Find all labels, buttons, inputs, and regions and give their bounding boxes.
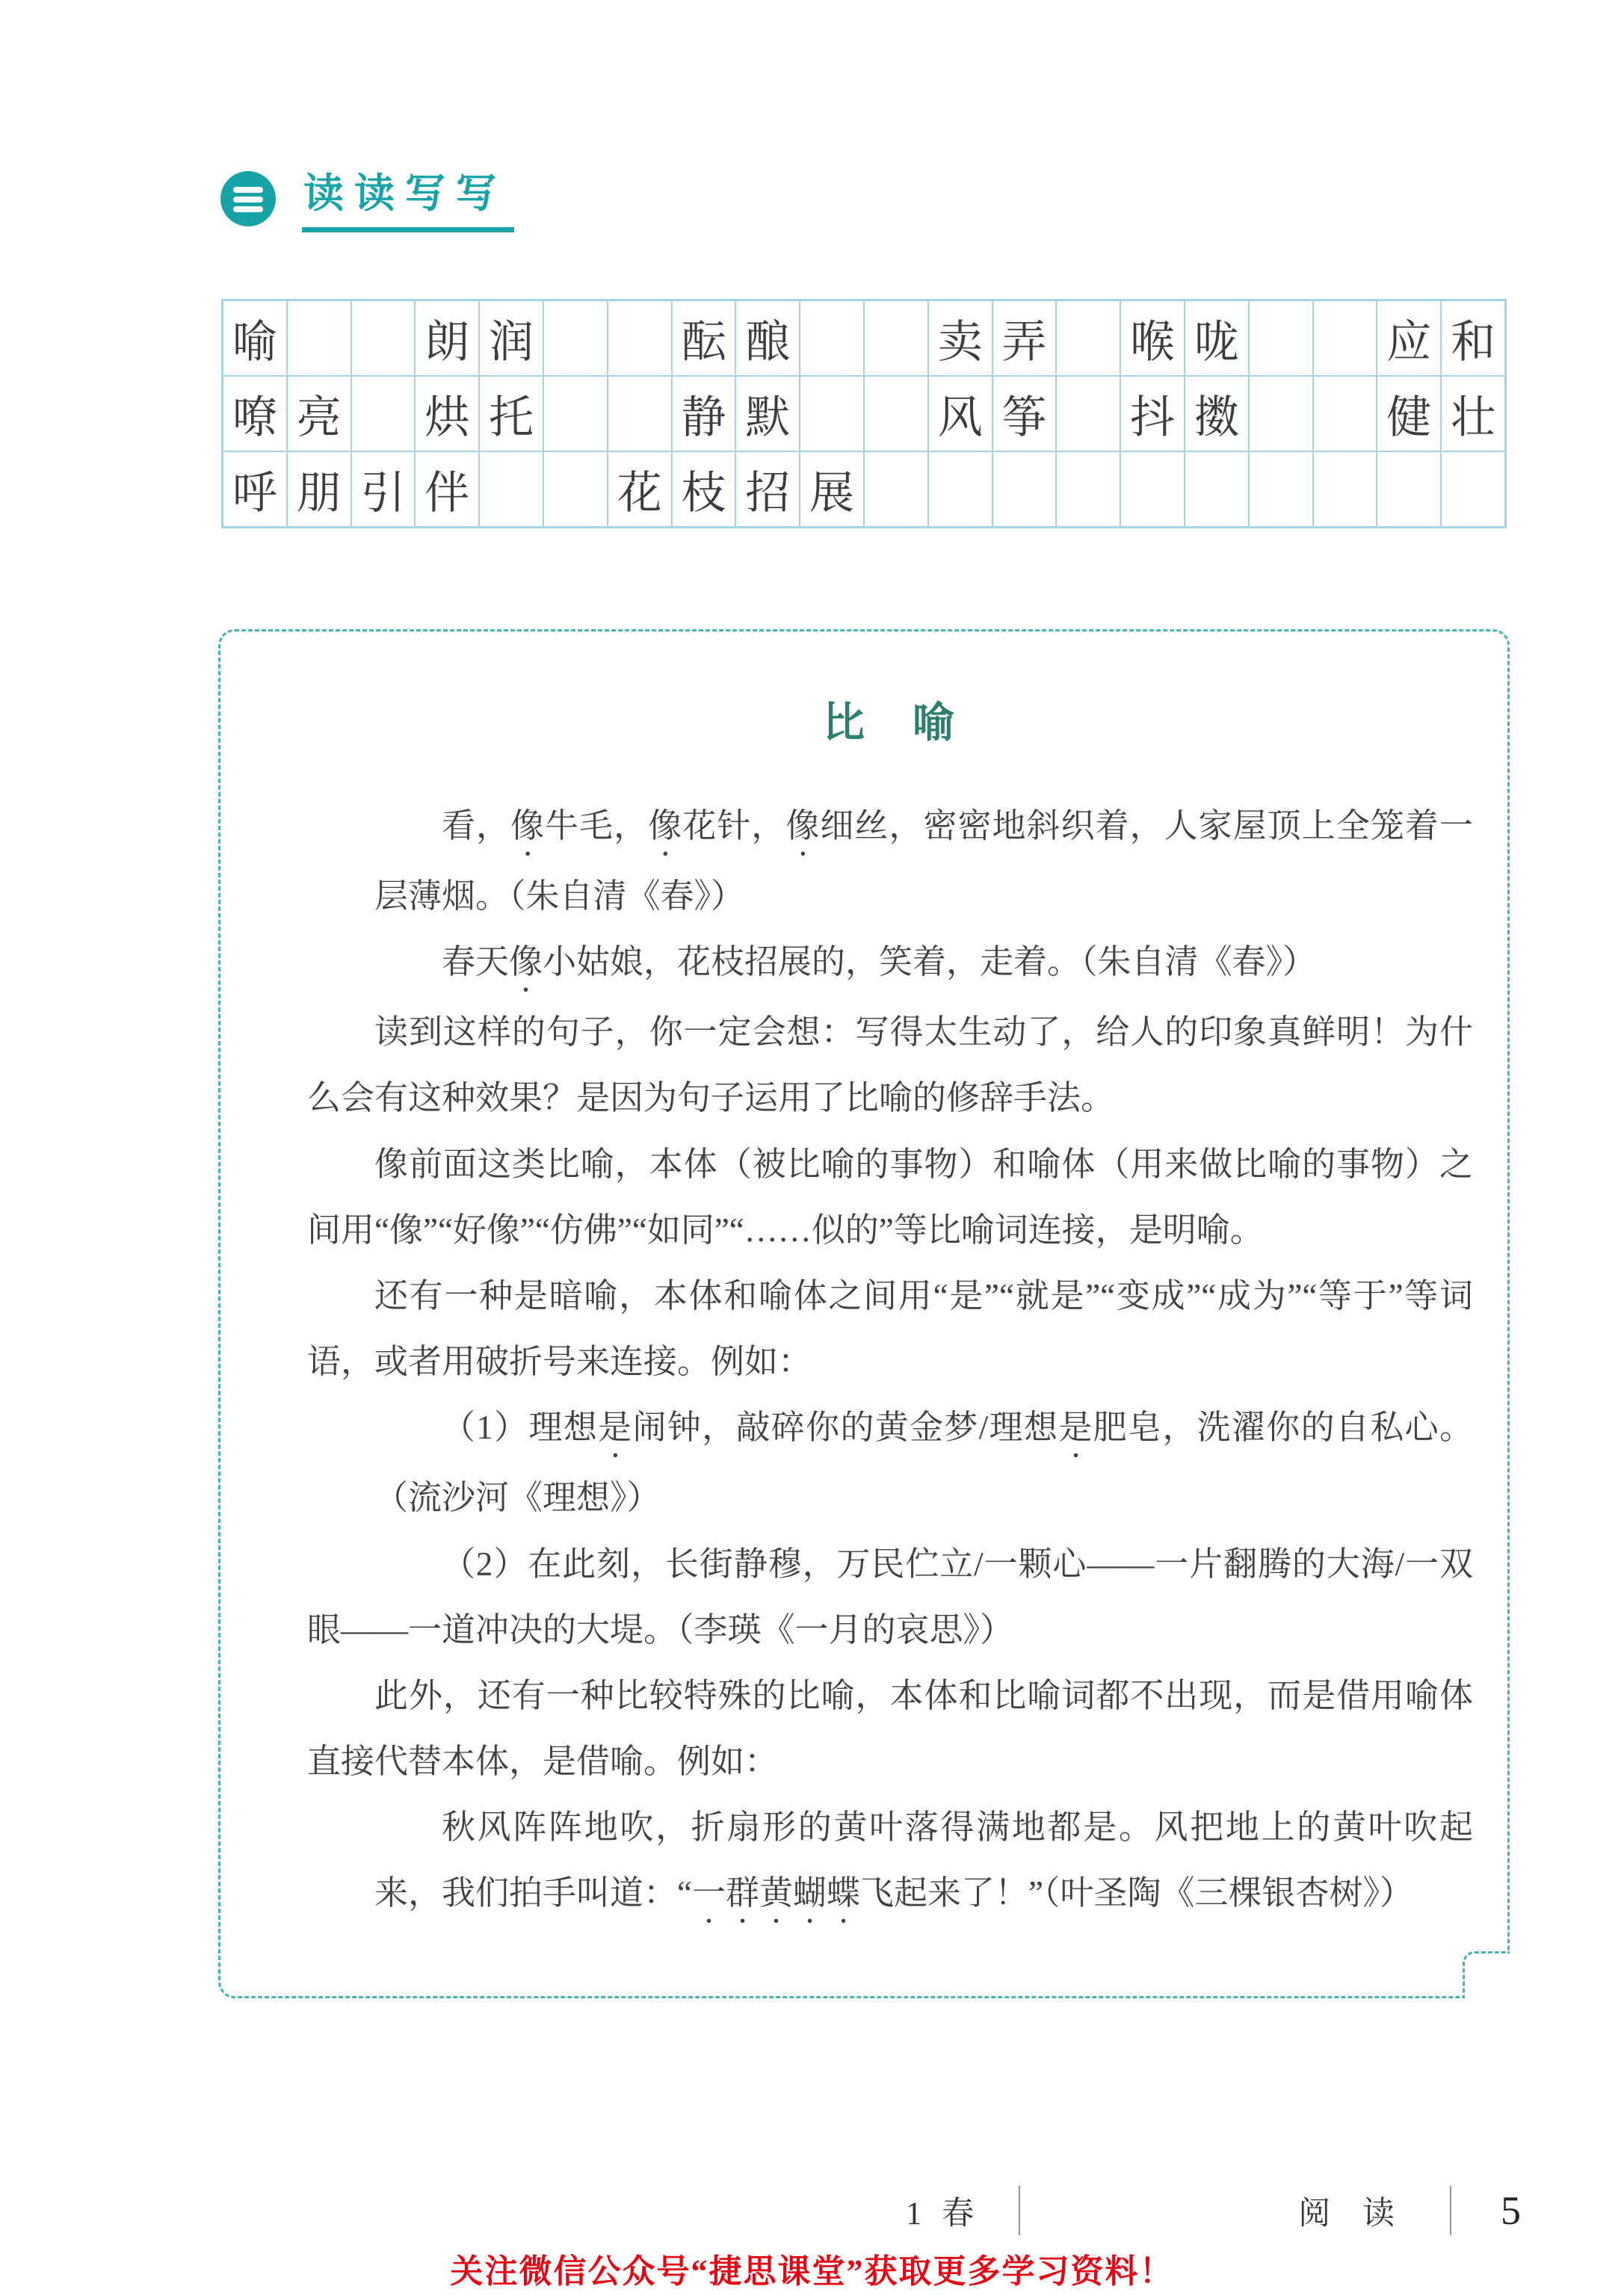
grid-cell xyxy=(864,376,928,451)
metaphor-box xyxy=(218,629,1510,1998)
paragraph: 看，像牛毛，像花针，像细丝，密密地斜织着，人家屋顶上全笼着一层薄烟。（朱自清《春》） xyxy=(374,807,1473,915)
grid-cell xyxy=(543,451,608,527)
grid-cell: 招 xyxy=(735,451,800,527)
grid-cell: 润 xyxy=(479,300,543,376)
grid-cell: 展 xyxy=(800,451,864,527)
section-title: 读读写写 xyxy=(302,169,514,232)
grid-cell: 擞 xyxy=(1185,376,1249,451)
emphasized-text: 像 xyxy=(509,943,543,981)
page-number: 5 xyxy=(1501,2188,1521,2233)
grid-cell xyxy=(543,376,608,451)
character-practice-grid xyxy=(221,299,1507,528)
emphasized-text: 是 xyxy=(598,1409,633,1447)
read-write-header xyxy=(218,169,514,232)
footer-divider xyxy=(1450,2186,1451,2235)
grid-cell: 静 xyxy=(672,376,736,451)
grid-cell: 呼 xyxy=(223,451,287,527)
paragraph: 读到这样的句子，你一定会想：写得太生动了，给人的印象真鲜明！为什么会有这种效果？是因为句子运用了比喻的修辞手法。 xyxy=(307,1013,1473,1117)
grid-cell xyxy=(543,300,608,376)
grid-cell xyxy=(287,300,351,376)
paragraph: （2）在此刻，长街静穆，万民伫立/一颗心——一片翻腾的大海/一双眼——一道冲决的大堤。（李瑛《一月的哀思》） xyxy=(307,1545,1473,1649)
grid-cell: 朗 xyxy=(415,300,479,376)
grid-cell: 花 xyxy=(608,451,672,527)
grid-cell: 卖 xyxy=(928,300,992,376)
paragraph: （1）理想是闹钟，敲碎你的黄金梦/理想是肥皂，洗濯你的自私心。（流沙河《理想》） xyxy=(374,1409,1473,1517)
grid-cell xyxy=(1056,300,1120,376)
grid-cell: 喉 xyxy=(1120,300,1185,376)
grid-cell: 朋 xyxy=(287,451,351,527)
grid-cell: 烘 xyxy=(415,376,479,451)
grid-cell: 风 xyxy=(928,376,992,451)
emphasized-text: 像 xyxy=(510,807,546,844)
grid-cell xyxy=(1249,451,1313,527)
grid-cell xyxy=(1056,376,1120,451)
grid-cell: 应 xyxy=(1377,300,1441,376)
paragraph: 像前面这类比喻，本体（被比喻的事物）和喻体（用来做比喻的事物）之间用“像”“好像”“仿佛”“如同”“……似的”等比喻词连接，是明喻。 xyxy=(307,1145,1473,1249)
grid-cell: 引 xyxy=(351,451,416,527)
grid-cell xyxy=(351,376,416,451)
grid-cell xyxy=(864,300,928,376)
list-icon xyxy=(218,169,278,229)
grid-cell xyxy=(800,300,864,376)
grid-cell: 喻 xyxy=(223,300,287,376)
grid-cell xyxy=(1249,300,1313,376)
footer-divider xyxy=(1019,2186,1020,2235)
grid-cell: 枝 xyxy=(672,451,736,527)
paragraph: 此外，还有一种比较特殊的比喻，本体和比喻词都不出现，而是借用喻体直接代替本体，是借喻。例如： xyxy=(307,1676,1473,1781)
grid-cell xyxy=(1313,300,1377,376)
grid-cell: 亮 xyxy=(287,376,351,451)
grid-cell: 健 xyxy=(1377,376,1441,451)
grid-cell: 抖 xyxy=(1120,376,1185,451)
grid-cell: 伴 xyxy=(415,451,479,527)
grid-cell xyxy=(1377,451,1441,527)
grid-cell xyxy=(1120,451,1185,527)
paragraph: 春天像小姑娘，花枝招展的，笑着，走着。（朱自清《春》） xyxy=(442,943,1317,981)
grid-cell xyxy=(928,451,992,527)
grid-cell: 壮 xyxy=(1441,376,1505,451)
paragraph: 还有一种是暗喻，本体和喻体之间用“是”“就是”“变成”“成为”“等于”等词语，或者用破折号来连接。例如： xyxy=(307,1276,1473,1381)
grid-cell xyxy=(992,451,1057,527)
grid-cell xyxy=(800,376,864,451)
emphasized-text: 一群黄蝴蝶 xyxy=(691,1874,860,1912)
box-paragraphs xyxy=(307,793,1473,1930)
grid-cell xyxy=(608,300,672,376)
box-title: 比 喻 xyxy=(823,700,957,747)
wechat-notice: 关注微信公众号“捷思课堂”获取更多学习资料！ xyxy=(450,2253,1174,2290)
lesson-label: 1 春 xyxy=(906,2196,981,2231)
emphasized-text: 是 xyxy=(1058,1409,1093,1447)
grid-cell: 和 xyxy=(1441,300,1505,376)
grid-cell: 托 xyxy=(479,376,543,451)
grid-cell: 弄 xyxy=(992,300,1057,376)
grid-cell xyxy=(1185,451,1249,527)
emphasized-text: 像 xyxy=(785,807,821,844)
grid-cell xyxy=(608,376,672,451)
grid-cell: 酝 xyxy=(672,300,736,376)
grid-cell xyxy=(1313,376,1377,451)
grid-cell: 咙 xyxy=(1185,300,1249,376)
paragraph: 秋风阵阵地吹，折扇形的黄叶落得满地都是。风把地上的黄叶吹起来，我们拍手叫道：“一群黄蝴蝶飞起来了！”（叶圣陶《三棵银杏树》） xyxy=(374,1808,1473,1912)
grid-cell xyxy=(1313,451,1377,527)
grid-cell xyxy=(1056,451,1120,527)
grid-cell xyxy=(351,300,416,376)
grid-cell xyxy=(864,451,928,527)
grid-cell: 嘹 xyxy=(223,376,287,451)
grid-cell xyxy=(479,451,543,527)
grid-cell: 酿 xyxy=(735,300,800,376)
emphasized-text: 像 xyxy=(648,807,683,844)
grid-cell: 默 xyxy=(735,376,800,451)
grid-cell xyxy=(1249,376,1313,451)
page-footer xyxy=(906,2186,1521,2235)
unit-label: 阅 读 xyxy=(1298,2196,1407,2231)
grid-cell xyxy=(1441,451,1505,527)
grid-cell: 筝 xyxy=(992,376,1057,451)
